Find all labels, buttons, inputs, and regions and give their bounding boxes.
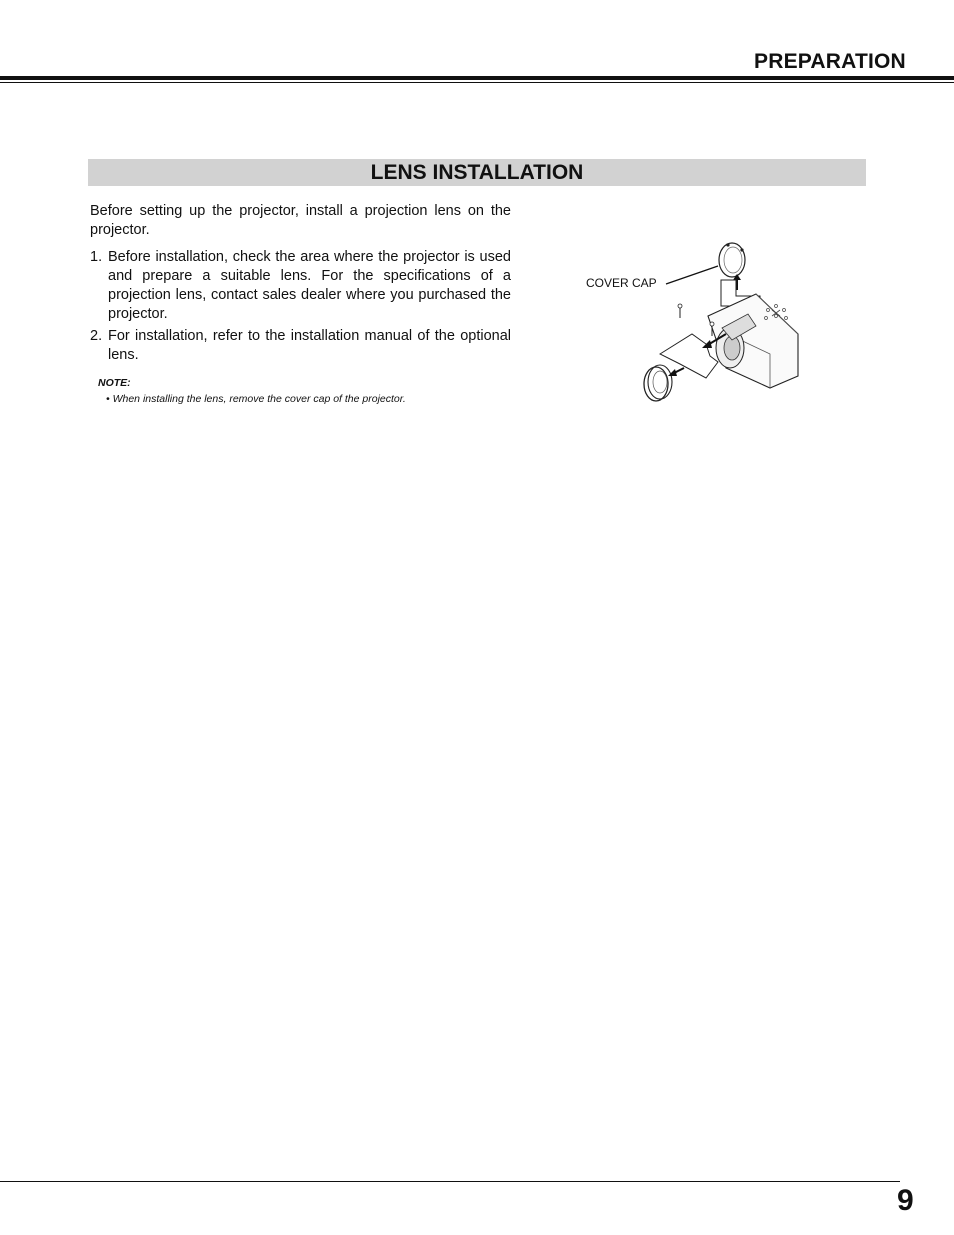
cover-cap-label: COVER CAP: [586, 276, 657, 290]
step-number: 2.: [90, 328, 103, 344]
section-header: PREPARATION: [754, 50, 906, 73]
projector-lens-illustration-icon: [580, 236, 810, 408]
step-1: [90, 248, 511, 324]
header-rule-thick: [0, 76, 954, 80]
step-number: 1.: [90, 249, 103, 265]
page-title: LENS INSTALLATION: [88, 159, 866, 186]
header-rule-thin: [0, 82, 954, 83]
footer-rule: [0, 1181, 900, 1182]
step-text: For installation, refer to the installation manual of the optional lens.: [108, 328, 511, 363]
step-2: [90, 327, 511, 365]
note-title: NOTE:: [98, 377, 131, 389]
step-text: Before installation, check the area where the projector is used and prepare a suitable lens. For the specifications of a projection lens, contact sales dealer where you purchased the projector.: [108, 249, 511, 322]
page-number: 9: [897, 1184, 914, 1217]
intro-paragraph: Before setting up the projector, install a projection lens on the projector.: [90, 203, 511, 238]
note-text: • When installing the lens, remove the cover cap of the projector.: [106, 393, 406, 405]
